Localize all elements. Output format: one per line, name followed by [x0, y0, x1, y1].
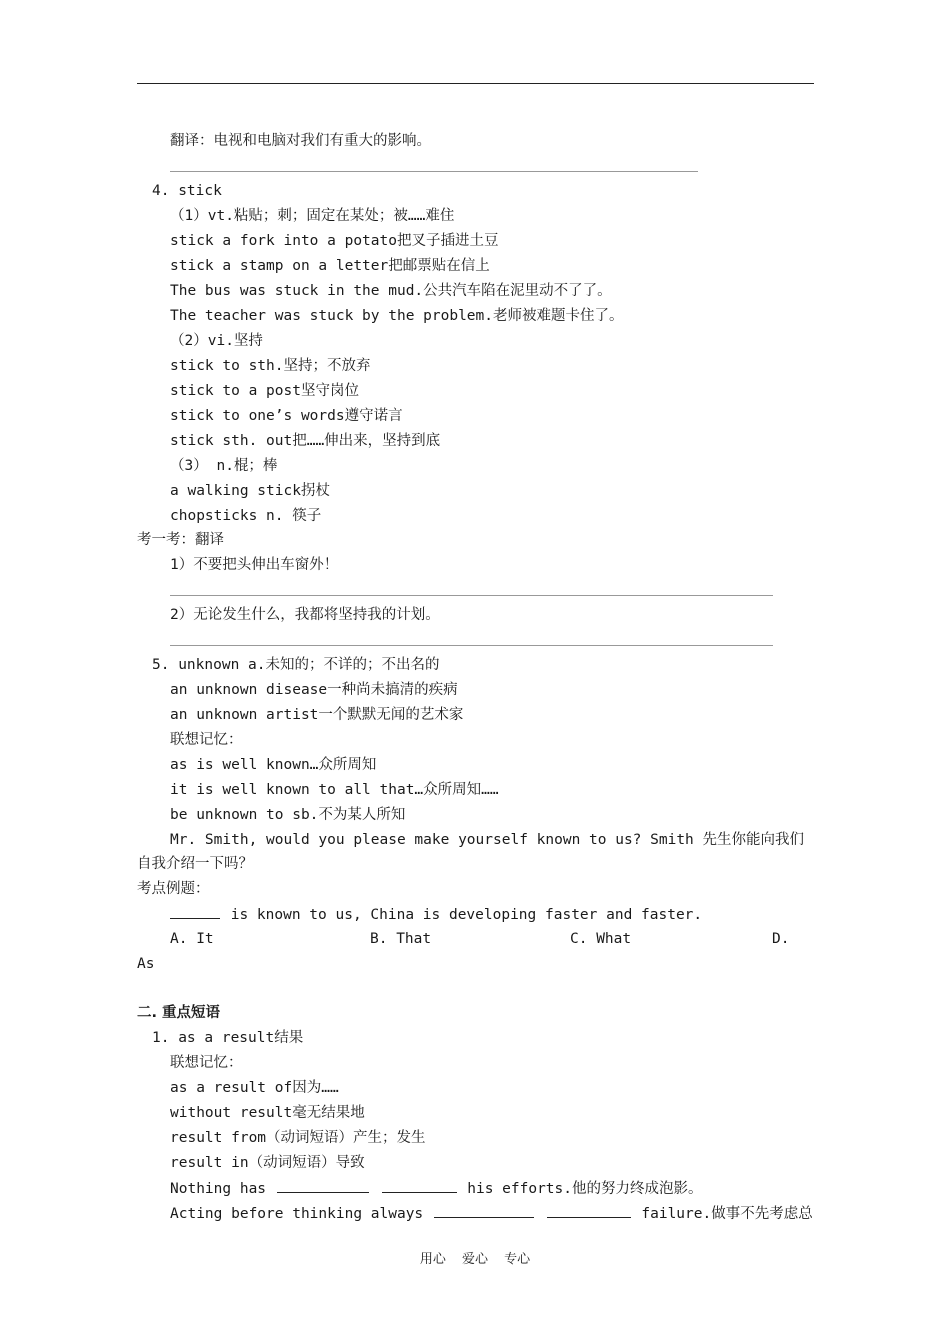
item-5-heading: 5. unknown a.未知的；不详的；不出名的 [152, 657, 440, 673]
fill-blank [547, 1203, 631, 1218]
option-c: C. What [570, 931, 632, 947]
option-d: D. [772, 931, 790, 947]
example-line: an unknown artist一个默默无闻的艺术家 [170, 707, 464, 723]
example-line: be unknown to sb.不为某人所知 [170, 807, 406, 823]
translation-prompt: 翻译：电视和电脑对我们有重大的影响。 [170, 133, 431, 149]
page-footer [0, 1248, 950, 1267]
fill-blank [170, 904, 220, 919]
sentence-end: his efforts.他的努力终成泡影。 [467, 1181, 703, 1197]
sense-2: （2）vi.坚持 [170, 333, 263, 349]
example-line: stick a fork into a potato把叉子插进土豆 [170, 233, 499, 249]
example-line: an unknown disease一种尚未搞清的疾病 [170, 682, 458, 698]
example-line: it is well known to all that…众所周知…… [170, 782, 499, 798]
exercise-item: 1）不要把头伸出车窗外！ [170, 557, 339, 573]
question-text: is known to us, China is developing faster and faster. [222, 907, 703, 923]
section-heading: 二. 重点短语 [137, 1005, 221, 1021]
footer-text: 专心 [504, 1252, 531, 1267]
fill-blank [382, 1178, 457, 1193]
answer-line [170, 595, 773, 596]
exam-example-heading: 考点例题： [137, 881, 210, 897]
exercise-heading: 考一考：翻译 [137, 532, 224, 548]
example-line: The bus was stuck in the mud.公共汽车陷在泥里动不了了。 [170, 283, 612, 299]
fill-in-sentence [170, 1203, 813, 1224]
association-heading: 联想记忆： [170, 732, 243, 748]
item-4-heading: 4. stick [152, 183, 222, 199]
fill-blank [277, 1178, 369, 1193]
fill-in-sentence [170, 1178, 703, 1199]
sentence-start: Nothing has [170, 1181, 267, 1197]
footer-text: 用心 [419, 1252, 446, 1267]
option-b: B. That [370, 931, 432, 947]
example-line: result from（动词短语）产生；发生 [170, 1130, 426, 1146]
example-line: without result毫无结果地 [170, 1105, 365, 1121]
question-stem [170, 904, 702, 925]
answer-line [170, 171, 698, 172]
example-line: stick to sth.坚持；不放弃 [170, 358, 371, 374]
example-line: a walking stick拐杖 [170, 483, 330, 499]
example-line: stick sth. out把……伸出来，坚持到底 [170, 433, 441, 449]
footer-text: 爱心 [461, 1252, 488, 1267]
example-line: Mr. Smith, would you please make yourself known to us? Smith 先生你能向我们 [170, 832, 805, 848]
example-line: result in（动词短语）导致 [170, 1155, 365, 1171]
phrase-1-heading: 1. as a result结果 [152, 1030, 304, 1046]
example-line: chopsticks n. 筷子 [170, 508, 322, 524]
example-line: stick to a post坚守岗位 [170, 383, 359, 399]
example-line: stick a stamp on a letter把邮票贴在信上 [170, 258, 490, 274]
sentence-end: failure.做事不先考虑总 [641, 1206, 813, 1222]
example-line: as is well known…众所周知 [170, 757, 377, 773]
sense-3: （3） n.棍；棒 [170, 458, 278, 474]
exercise-item: 2）无论发生什么，我都将坚持我的计划。 [170, 607, 440, 623]
option-a: A. It [170, 931, 214, 947]
example-line: stick to one’s words遵守诺言 [170, 408, 403, 424]
example-line-continued: 自我介绍一下吗？ [137, 856, 253, 872]
fill-blank [434, 1203, 534, 1218]
option-d-text: As [137, 956, 155, 972]
example-line: as a result of因为…… [170, 1080, 339, 1096]
header-rule [137, 83, 814, 84]
sense-1: （1）vt.粘贴；刺；固定在某处；被……难住 [170, 208, 455, 224]
association-heading: 联想记忆： [170, 1055, 243, 1071]
sentence-start: Acting before thinking always [170, 1206, 424, 1222]
answer-line [170, 645, 773, 646]
example-line: The teacher was stuck by the problem.老师被难题卡住了。 [170, 308, 624, 324]
